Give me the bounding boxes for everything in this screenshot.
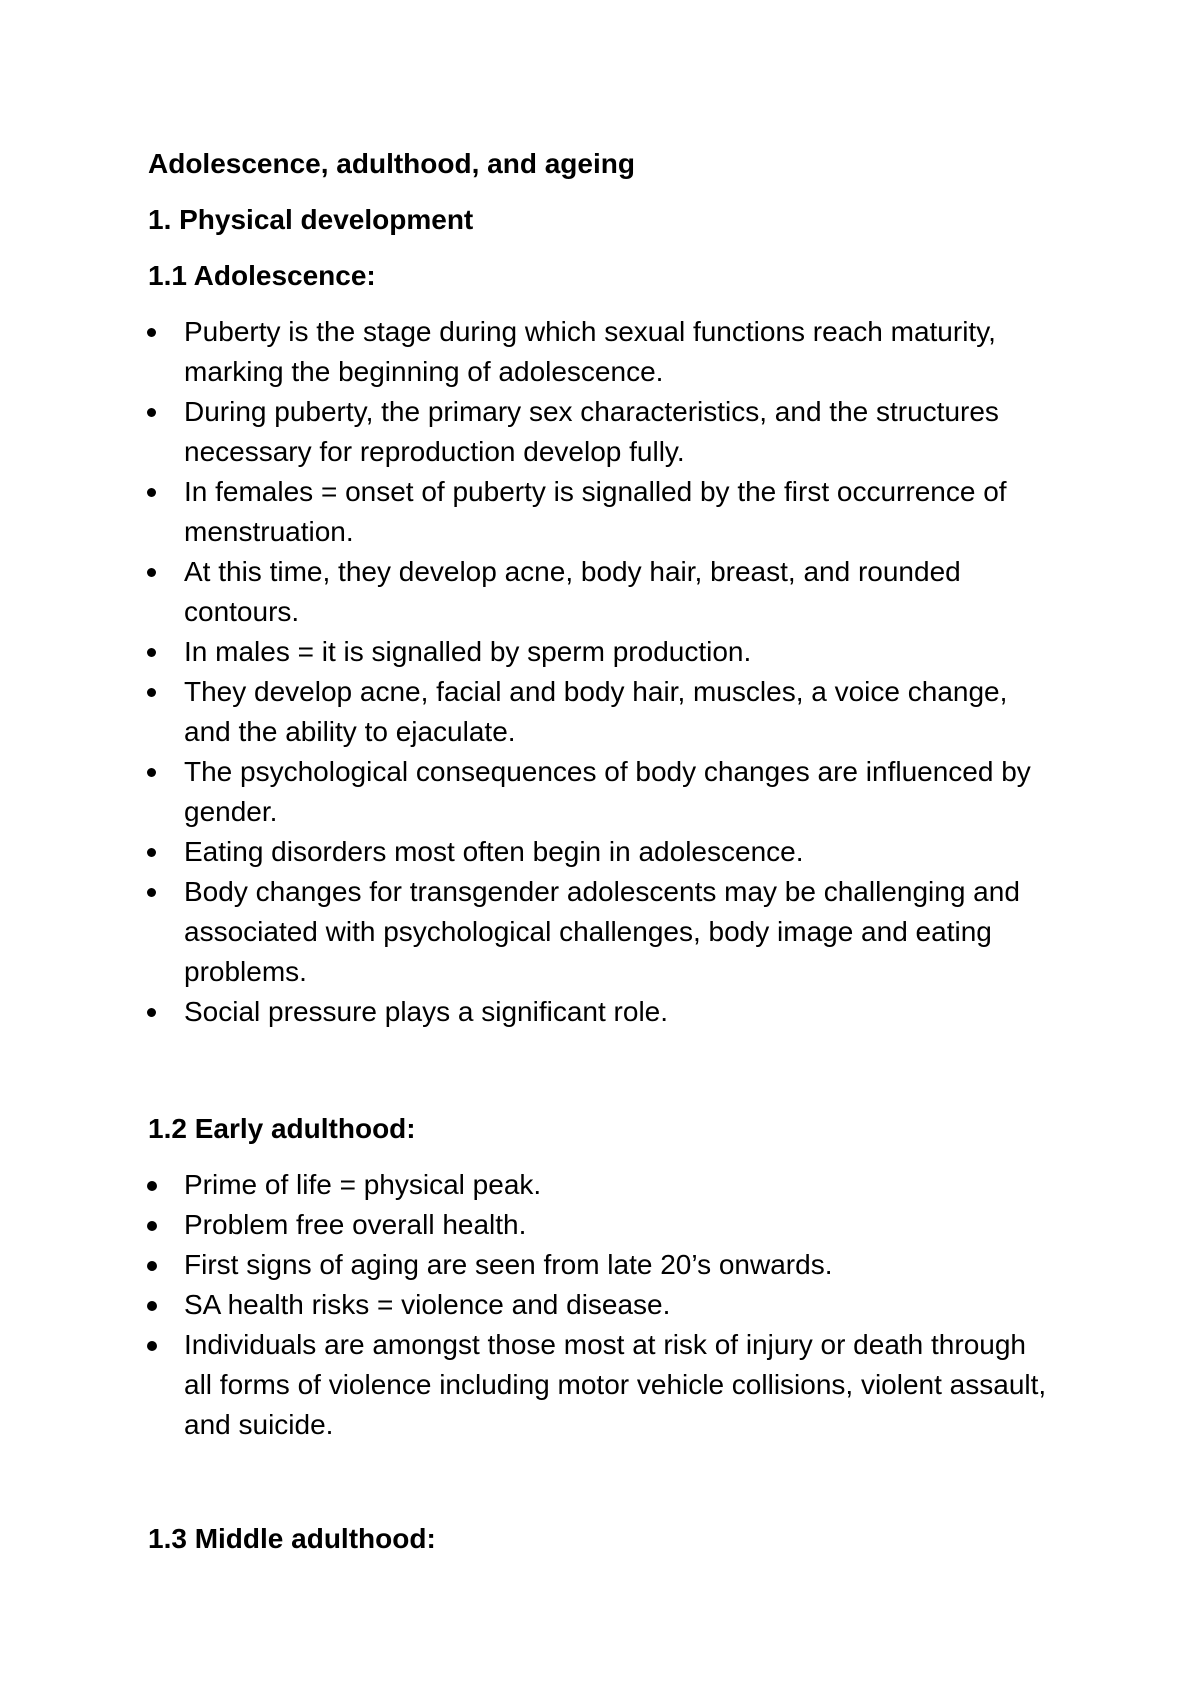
bullet-icon [147, 1221, 157, 1231]
list-item [0, 832, 1060, 872]
list-item-text: Prime of life = physical peak. [184, 1169, 542, 1200]
list-item [0, 472, 1060, 552]
adolescence-bullet-list [0, 312, 1060, 1032]
bullet-icon [147, 648, 156, 657]
list-item-text: In males = it is signalled by sperm production. [184, 636, 752, 667]
bullet-icon [147, 1181, 157, 1191]
subsection-heading-early-adulthood: 1.2 Early adulthood: [148, 1113, 416, 1144]
bullet-icon [147, 408, 156, 417]
list-item [0, 672, 1060, 752]
bullet-icon [147, 1008, 156, 1017]
bullet-icon [147, 848, 156, 857]
bullet-icon [147, 328, 156, 337]
early-adulthood-bullet-list [0, 1165, 1060, 1445]
bullet-icon [147, 768, 156, 777]
section-heading-physical-development: 1. Physical development [148, 204, 474, 235]
list-item-text: During puberty, the primary sex characteristics, and the structures necessary for reproduction develop fully. [184, 396, 999, 467]
bullet-icon [147, 688, 156, 697]
list-item [0, 1325, 1060, 1445]
list-item [0, 312, 1060, 392]
bullet-icon [147, 1301, 157, 1311]
bullet-icon [147, 568, 156, 577]
bullet-icon [147, 1261, 157, 1271]
bullet-icon [147, 888, 156, 897]
list-item-text: First signs of aging are seen from late 20’s onwards. [184, 1249, 833, 1280]
list-item [0, 632, 1060, 672]
list-item-text: At this time, they develop acne, body hair, breast, and rounded contours. [184, 556, 961, 627]
list-item [0, 1165, 1060, 1205]
subsection-heading-middle-adulthood: 1.3 Middle adulthood: [148, 1523, 436, 1554]
list-item-text: Individuals are amongst those most at risk of injury or death through all forms of violence including motor vehicle collisions, violent assault, and suicide. [184, 1329, 1047, 1440]
list-item [0, 1205, 1060, 1245]
list-item-text: Puberty is the stage during which sexual functions reach maturity, marking the beginning of adolescence. [184, 316, 996, 387]
list-item [0, 872, 1060, 992]
list-item-text: The psychological consequences of body changes are influenced by gender. [184, 756, 1031, 827]
subsection-heading-adolescence: 1.1 Adolescence: [148, 260, 376, 291]
document-title: Adolescence, adulthood, and ageing [148, 148, 635, 179]
list-item-text: SA health risks = violence and disease. [184, 1289, 671, 1320]
list-item [0, 1245, 1060, 1285]
list-item [0, 552, 1060, 632]
list-item-text: Social pressure plays a significant role. [184, 996, 669, 1027]
list-item [0, 992, 1060, 1032]
list-item [0, 392, 1060, 472]
list-item-text: They develop acne, facial and body hair, muscles, a voice change, and the ability to ejaculate. [184, 676, 1008, 747]
list-item-text: In females = onset of puberty is signalled by the first occurrence of menstruation. [184, 476, 1007, 547]
list-item-text: Eating disorders most often begin in adolescence. [184, 836, 804, 867]
bullet-icon [147, 488, 156, 497]
list-item [0, 752, 1060, 832]
list-item-text: Body changes for transgender adolescents may be challenging and associated with psychological challenges, body image and eating problems. [184, 876, 1020, 987]
list-item-text: Problem free overall health. [184, 1209, 527, 1240]
bullet-icon [147, 1341, 157, 1351]
list-item [0, 1285, 1060, 1325]
